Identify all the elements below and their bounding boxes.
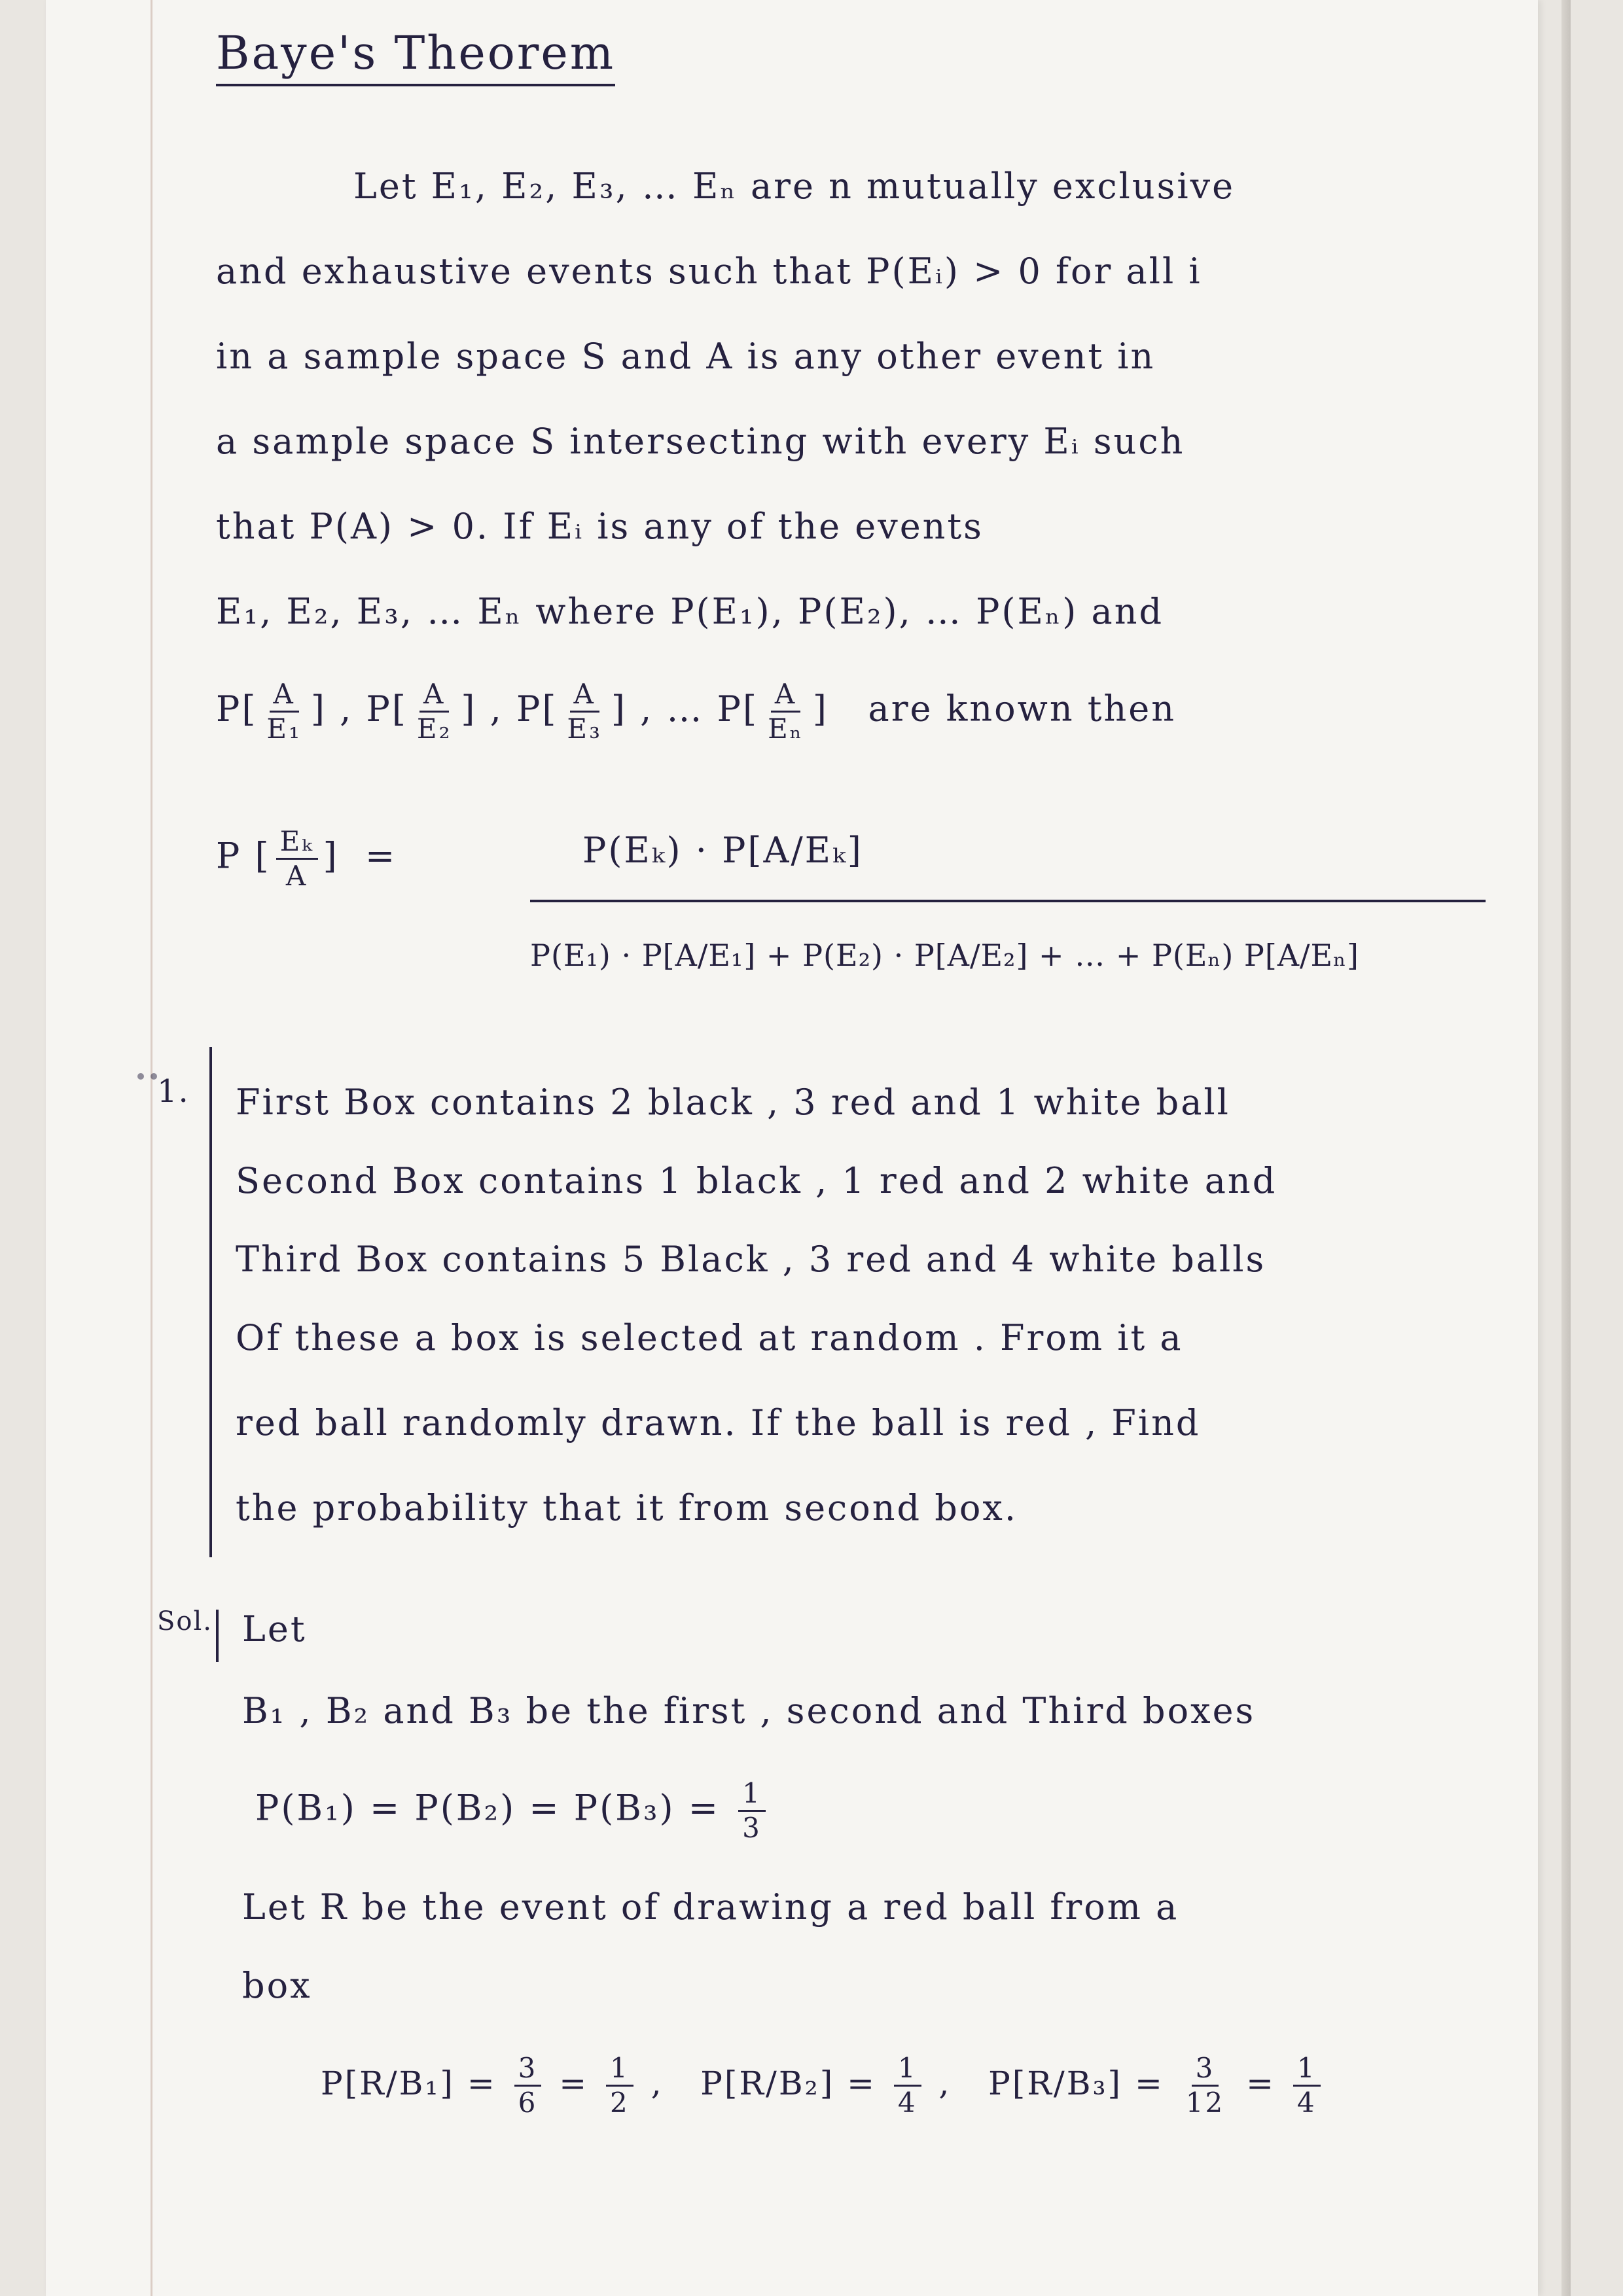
question-line-4: Of these a box is selected at random . From it a bbox=[236, 1317, 1183, 1358]
cond-1: P[ $\frac{A}{\text{E₁}}$ ] , bbox=[216, 678, 353, 745]
page-edge bbox=[1561, 0, 1571, 2296]
solution-box-word: box bbox=[242, 1965, 312, 2006]
cond-3: P[ $\frac{A}{\text{E₃}}$ ] , … bbox=[516, 678, 704, 745]
solution-boxes-line: B₁ , B₂ and B₃ be the first , second and Third boxes bbox=[242, 1690, 1256, 1731]
formula-numerator: P(Eₖ) · P[A/Eₖ] bbox=[582, 830, 863, 871]
question-line-5: red ball randomly drawn. If the ball is red , Find bbox=[236, 1402, 1201, 1443]
question-line-6: the probability that it from second box. bbox=[236, 1487, 1018, 1528]
question-line-3: Third Box contains 5 Black , 3 red and 4 white balls bbox=[236, 1239, 1266, 1280]
question-line-2: Second Box contains 1 black , 1 red and 2 white and bbox=[236, 1160, 1277, 1201]
red-prob-b2: P[R/B₂] = $\frac{1}{4}$ bbox=[700, 2064, 938, 2102]
solution-red-event-line: Let R be the event of drawing a red ball from a bbox=[242, 1886, 1179, 1928]
red-prob-b3: P[R/B₃] = $\frac{3}{12}$ = $\frac{1}{4}$ bbox=[988, 2064, 1326, 2102]
cond-2: P[ $\frac{A}{\text{E₂}}$ ] , bbox=[366, 678, 503, 745]
solution-margin-bar bbox=[216, 1610, 219, 1662]
statement-line-3: in a sample space S and A is any other event in bbox=[216, 336, 1156, 377]
page-title: Baye's Theorem bbox=[216, 26, 615, 86]
red-prob-b1: P[R/B₁] = $\frac{3}{6}$ = $\frac{1}{2}$ bbox=[321, 2064, 651, 2102]
statement-line-2: and exhaustive events such that P(Eᵢ) > 0 for all i bbox=[216, 251, 1202, 292]
statement-line-6: E₁, E₂, E₃, … Eₙ where P(E₁), P(E₂), … P(Eₙ) and bbox=[216, 591, 1164, 632]
conditionals-row bbox=[216, 680, 1176, 743]
margin-dot bbox=[137, 1073, 144, 1080]
solution-prob-boxes: P(B₁) = P(B₂) = P(B₃) = $\frac{1}{3}$ bbox=[255, 1780, 771, 1842]
statement-line-5: that P(A) > 0. If Eᵢ is any of the events bbox=[216, 506, 984, 547]
statement-line-4: a sample space S intersecting with every Eᵢ such bbox=[216, 421, 1185, 462]
margin-dot bbox=[151, 1073, 157, 1080]
formula-fraction-bar bbox=[530, 900, 1486, 902]
formula-denominator: P(E₁) · P[A/E₁] + P(E₂) · P[A/E₂] + … + P(Eₙ) P[A/Eₙ] bbox=[530, 938, 1359, 973]
solution-let: Let bbox=[242, 1608, 307, 1650]
conditionals-tail: are known then bbox=[868, 688, 1177, 730]
margin-line bbox=[151, 0, 152, 2296]
formula-lhs: P [ $\frac{\text{Eₖ}}{A}$ ] = bbox=[216, 825, 397, 892]
question-margin-bar bbox=[209, 1047, 212, 1557]
question-line-1: First Box contains 2 black , 3 red and 1 white ball bbox=[236, 1082, 1230, 1123]
question-marker: 1. bbox=[157, 1073, 190, 1110]
cond-4: P[ $\frac{A}{\text{Eₙ}}$ ] bbox=[717, 678, 829, 745]
statement-line-1: Let E₁, E₂, E₃, … Eₙ are n mutually exclusive bbox=[353, 166, 1236, 207]
solution-red-probs: P[R/B₁] = $\frac{3}{6}$ = $\frac{1}{2}$ , P[R/B₂] = $\frac{1}{4}$ , P[R/B₃] = $\frac{3}{12}$ = $\frac{1}{4}$ bbox=[321, 2055, 1326, 2117]
solution-marker: Sol. bbox=[157, 1606, 213, 1636]
